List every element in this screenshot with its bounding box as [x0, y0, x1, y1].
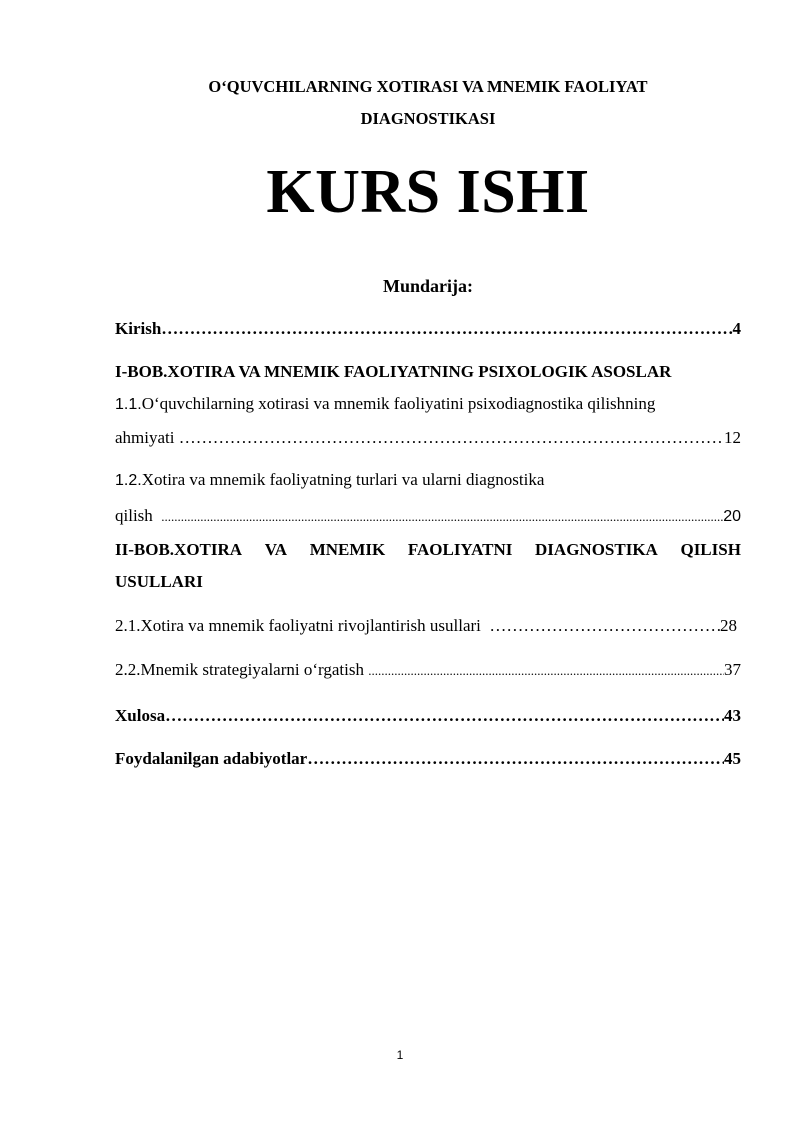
toc-entry-page: 20 [723, 508, 741, 525]
toc-section-title-cont: qilish [115, 506, 153, 525]
topic-line-2: DIAGNOSTIKASI [360, 109, 496, 128]
topic-line-1: O‘QUVCHILARNING XOTIRASI VA MNEMIK FAOLIYAT [208, 77, 648, 96]
chapter-word: FAOLIYATNI [407, 540, 513, 559]
toc-leader-dots [307, 745, 724, 773]
toc-section-number: 1.1. [115, 396, 142, 413]
toc-chapter-2-line1 [115, 536, 741, 564]
toc-section-title: Xotira va mnemik faoliyatning turlari va ularni diagnostika [141, 470, 545, 489]
toc-chapter-2-line2: USULLARI [115, 572, 203, 591]
chapter-word: QILISH [680, 540, 741, 559]
toc-entry-label: 2.1.Xotira va mnemik faoliyatni rivojlantirish usullari [115, 616, 481, 635]
toc-leader-dots [368, 656, 724, 685]
toc-section-1-1-line2 [115, 424, 741, 452]
toc-entry-conclusion [115, 702, 741, 730]
chapter-word: VA [264, 540, 288, 559]
toc-entry-label: 2.2.Mnemik strategiyalarni o‘rgatish [115, 660, 364, 679]
toc-heading: Mundarija: [383, 276, 473, 296]
main-title: KURS ISHI [266, 158, 590, 226]
toc-entry-page: 45 [724, 749, 741, 768]
toc-section-1-2-line1 [115, 466, 741, 495]
toc-chapter-1: I-BOB.XOTIRA VA MNEMIK FAOLIYATNING PSIXOLOGIK ASOSLAR [115, 362, 672, 381]
toc-entry-references [115, 745, 741, 773]
toc-leader-dots [165, 702, 724, 730]
toc-leader-dots [161, 502, 723, 531]
toc-entry-label: Foydalanilgan adabiyotlar [115, 749, 308, 768]
toc-section-title: O‘quvchilarning xotirasi va mnemik faoliyatini psixodiagnostika qilishning [141, 394, 656, 413]
toc-entry-label: Kirish [115, 319, 162, 338]
chapter-word: II-BOB.XOTIRA [115, 540, 243, 559]
toc-section-1-2-line2 [115, 502, 741, 531]
toc-section-2-2 [115, 656, 741, 685]
toc-section-number: 1.2. [115, 472, 142, 489]
toc-leader-dots [161, 315, 732, 343]
toc-entry-page: 12 [724, 428, 741, 447]
toc-entry-page: 37 [724, 660, 741, 679]
toc-entry-label: Xulosa [115, 706, 166, 725]
toc-section-title-cont: ahmiyati [115, 428, 175, 447]
page-number: 1 [396, 1048, 404, 1062]
toc-entry-intro [115, 315, 741, 343]
chapter-word: MNEMIK [309, 540, 386, 559]
toc-leader-dots [489, 612, 720, 640]
toc-entry-page: 43 [724, 706, 741, 725]
toc-section-1-1-line1 [115, 390, 741, 419]
toc-leader-dots [179, 424, 724, 452]
toc-section-2-1 [115, 612, 737, 640]
document-topic [100, 71, 756, 135]
toc-entry-page: 4 [732, 319, 741, 338]
toc-entry-page: 28 [720, 616, 737, 635]
chapter-word: DIAGNOSTIKA [535, 540, 658, 559]
